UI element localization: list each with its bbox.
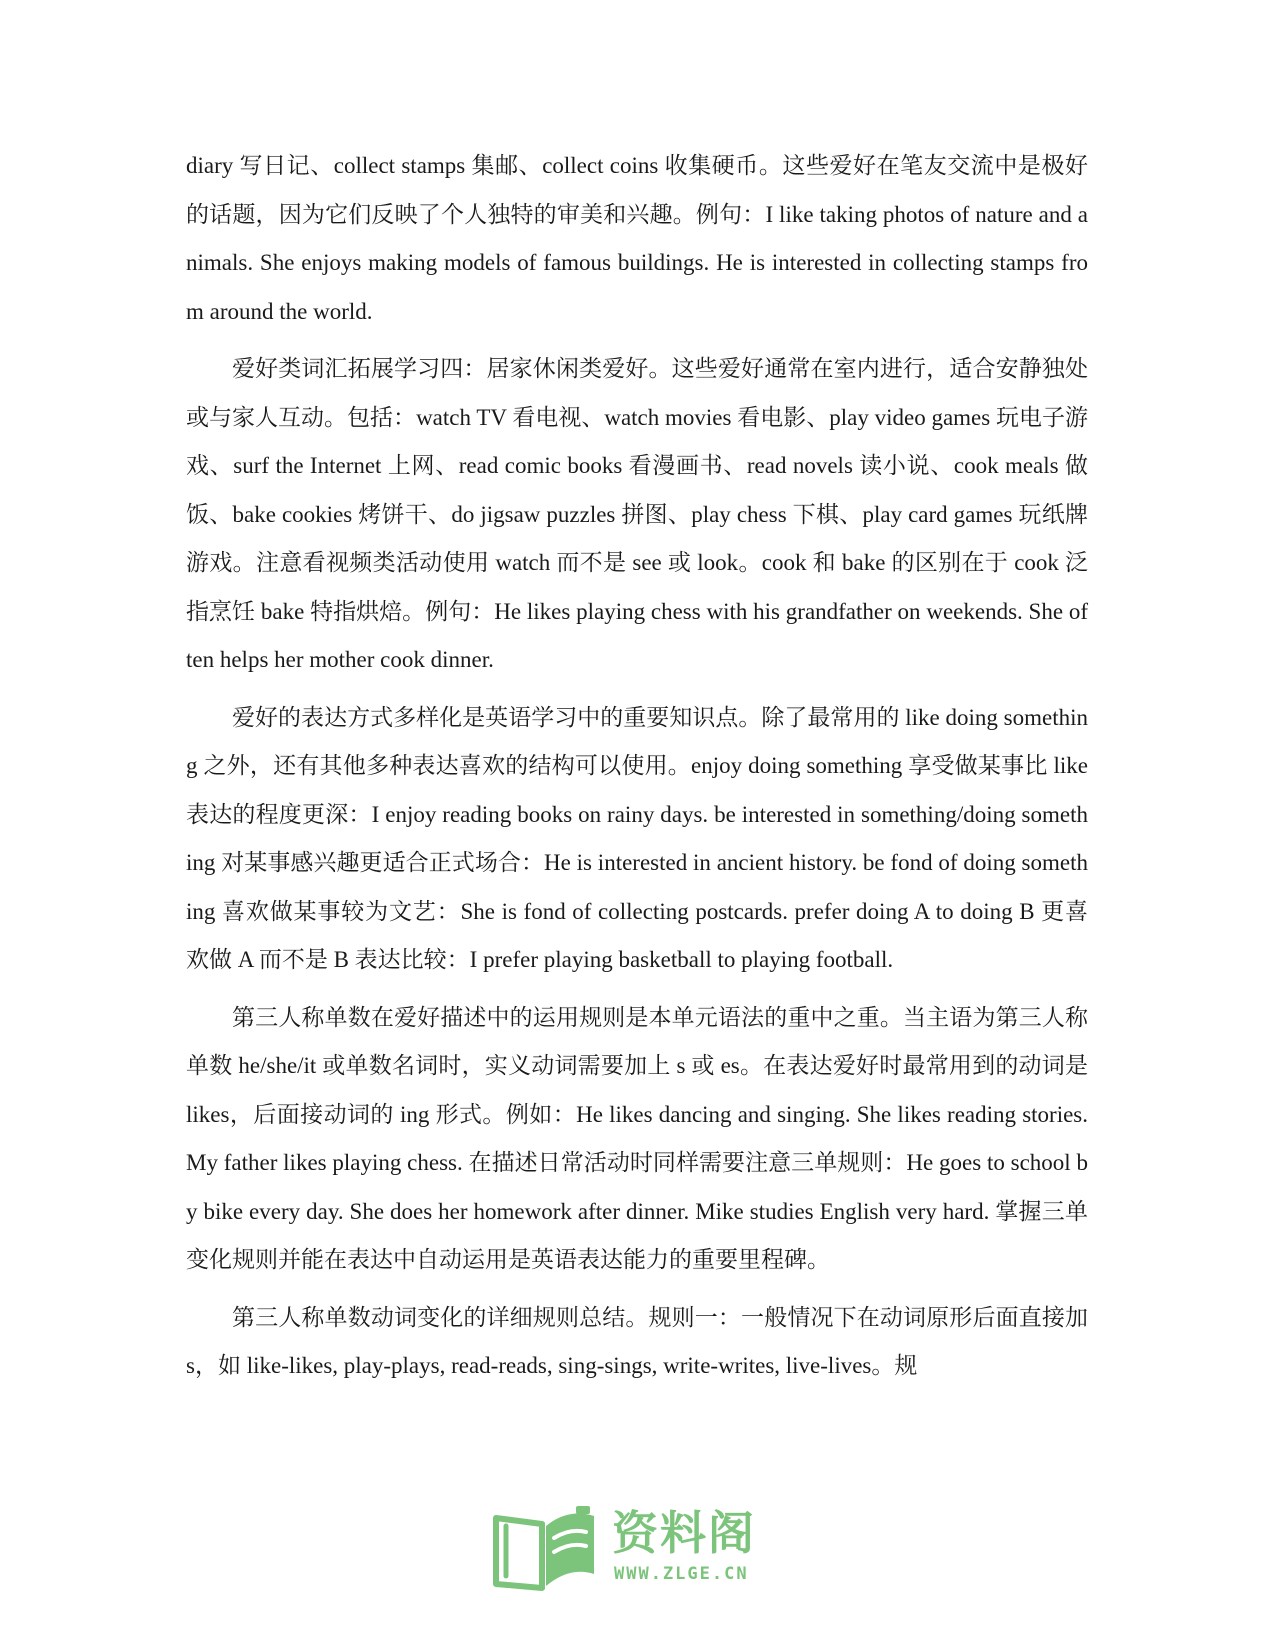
paragraph-third-person-usage: 第三人称单数在爱好描述中的运用规则是本单元语法的重中之重。当主语为第三人称单数 he/she/it 或单数名词时，实义动词需要加上 s 或 es。在表达爱好时最常用到的动词是 likes，后面接动词的 ing 形式。例如：He likes dancing and singing. She likes reading stories. My father likes playing chess. 在描述日常活动时同样需要注意三单规则：He goes to school by bike every day. She does her homework after dinner. Mike studies English very hard. 掌握三单变化规则并能在表达中自动运用是英语表达能力的重要里程碑。	[186, 1004, 1088, 1272]
open-book-icon	[490, 1504, 608, 1592]
paragraph-third-person-rules: 第三人称单数动词变化的详细规则总结。规则一：一般情况下在动词原形后面直接加 s，如 like-likes, play-plays, read-reads, sing-sings, write-writes, live-lives。规	[186, 1304, 1088, 1378]
watermark-url: WWW.ZLGE.CN	[614, 1564, 749, 1584]
watermark-logo	[490, 1504, 790, 1594]
paragraph-hobby-expressions: 爱好的表达方式多样化是英语学习中的重要知识点。除了最常用的 like doing something 之外，还有其他多种表达喜欢的结构可以使用。enjoy doing something 享受做某事比 like 表达的程度更深：I enjoy reading books on rainy days. be interested in something/doing something 对某事感兴趣更适合正式场合：He is interested in ancient history. be fond of doing something 喜欢做某事较为文艺：She is fond of collecting postcards. prefer doing A to doing B 更喜欢做 A 而不是 B 表达比较：I prefer playing basketball to playing football.	[186, 704, 1088, 972]
watermark-brand: 资料阁	[612, 1506, 756, 1560]
paragraph-home-hobbies: 爱好类词汇拓展学习四：居家休闲类爱好。这些爱好通常在室内进行，适合安静独处或与家人互动。包括：watch TV 看电视、watch movies 看电影、play video games 玩电子游戏、surf the Internet 上网、read comic books 看漫画书、read novels 读小说、cook meals 做饭、bake cookies 烤饼干、do jigsaw puzzles 拼图、play chess 下棋、play card games 玩纸牌游戏。注意看视频类活动使用 watch 而不是 see 或 look。cook 和 bake 的区别在于 cook 泛指烹饪 bake 特指烘焙。例句：He likes playing chess with his grandfather on weekends. She often helps her mother cook dinner.	[186, 356, 1088, 672]
document-body	[186, 142, 1088, 1400]
paragraph-continued: diary 写日记、collect stamps 集邮、collect coins 收集硬币。这些爱好在笔友交流中是极好的话题，因为它们反映了个人独特的审美和兴趣。例句：I like taking photos of nature and animals. She enjoys making models of famous buildings. He is interested in collecting stamps from around the world.	[186, 153, 1088, 324]
